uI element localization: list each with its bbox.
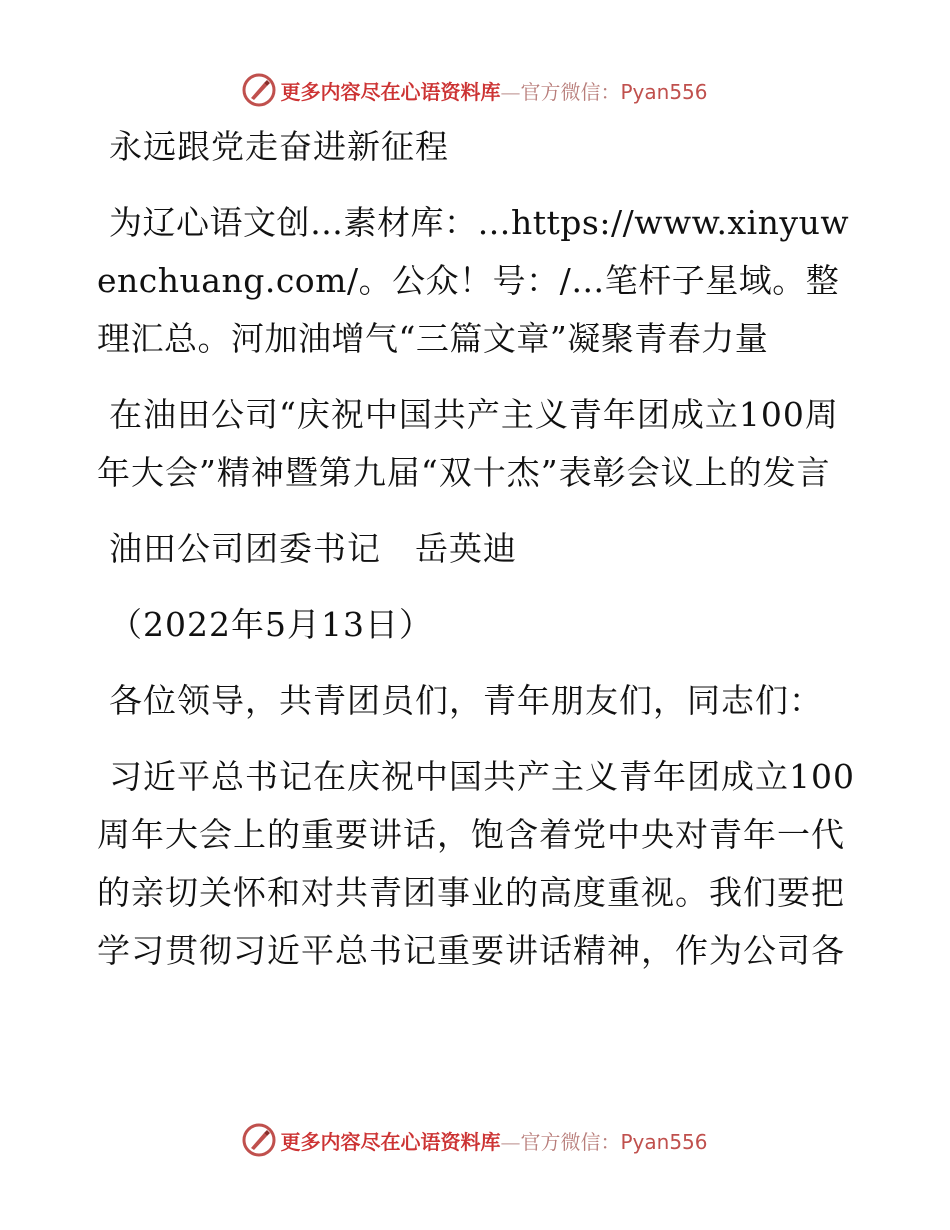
watermark-text — [280, 76, 707, 105]
body-paragraph: 习近平总书记在庆祝中国共产主义青年团成立100周年大会上的重要讲话，饱含着党中央对青年一代的亲切关怀和对共青团事业的高度重视。我们要把学习贯彻习近平总书记重要讲话精神，作为公司各 — [97, 757, 855, 970]
intro-paragraph: 为辽心语文创…素材库：…https://www.xinyuwenchuang.com/。公众！号：/…笔杆子星域。整理汇总。河加油增气“三篇文章”凝聚青春力量 — [97, 203, 850, 358]
watermark-brand: 更多内容尽在心语资料库 — [280, 1129, 501, 1154]
watermark-text — [280, 1126, 707, 1155]
document-body — [97, 118, 857, 998]
watermark-dash: — — [500, 1129, 521, 1154]
watermark-wechat-id: Pyan556 — [620, 79, 708, 104]
speech-title: 在油田公司“庆祝中国共产主义青年团成立100周年大会”精神暨第九届“双十杰”表彰会议上的发言 — [97, 395, 839, 492]
pen-logo-icon — [242, 73, 276, 107]
watermark-dash: — — [500, 79, 521, 104]
watermark-wechat-id: Pyan556 — [620, 1129, 708, 1154]
document-title: 永远跟党走奋进新征程 — [109, 127, 449, 166]
footer-watermark — [0, 1120, 950, 1160]
speaker-line: 油田公司团委书记 岳英迪 — [109, 529, 517, 568]
pen-logo-icon — [242, 1123, 276, 1157]
header-watermark — [0, 70, 950, 110]
watermark-brand: 更多内容尽在心语资料库 — [280, 79, 501, 104]
date-line: （2022年5月13日） — [109, 605, 433, 644]
watermark-official: 官方微信： — [520, 1129, 621, 1154]
salutation: 各位领导，共青团员们，青年朋友们，同志们： — [109, 681, 823, 720]
watermark-official: 官方微信： — [520, 79, 621, 104]
